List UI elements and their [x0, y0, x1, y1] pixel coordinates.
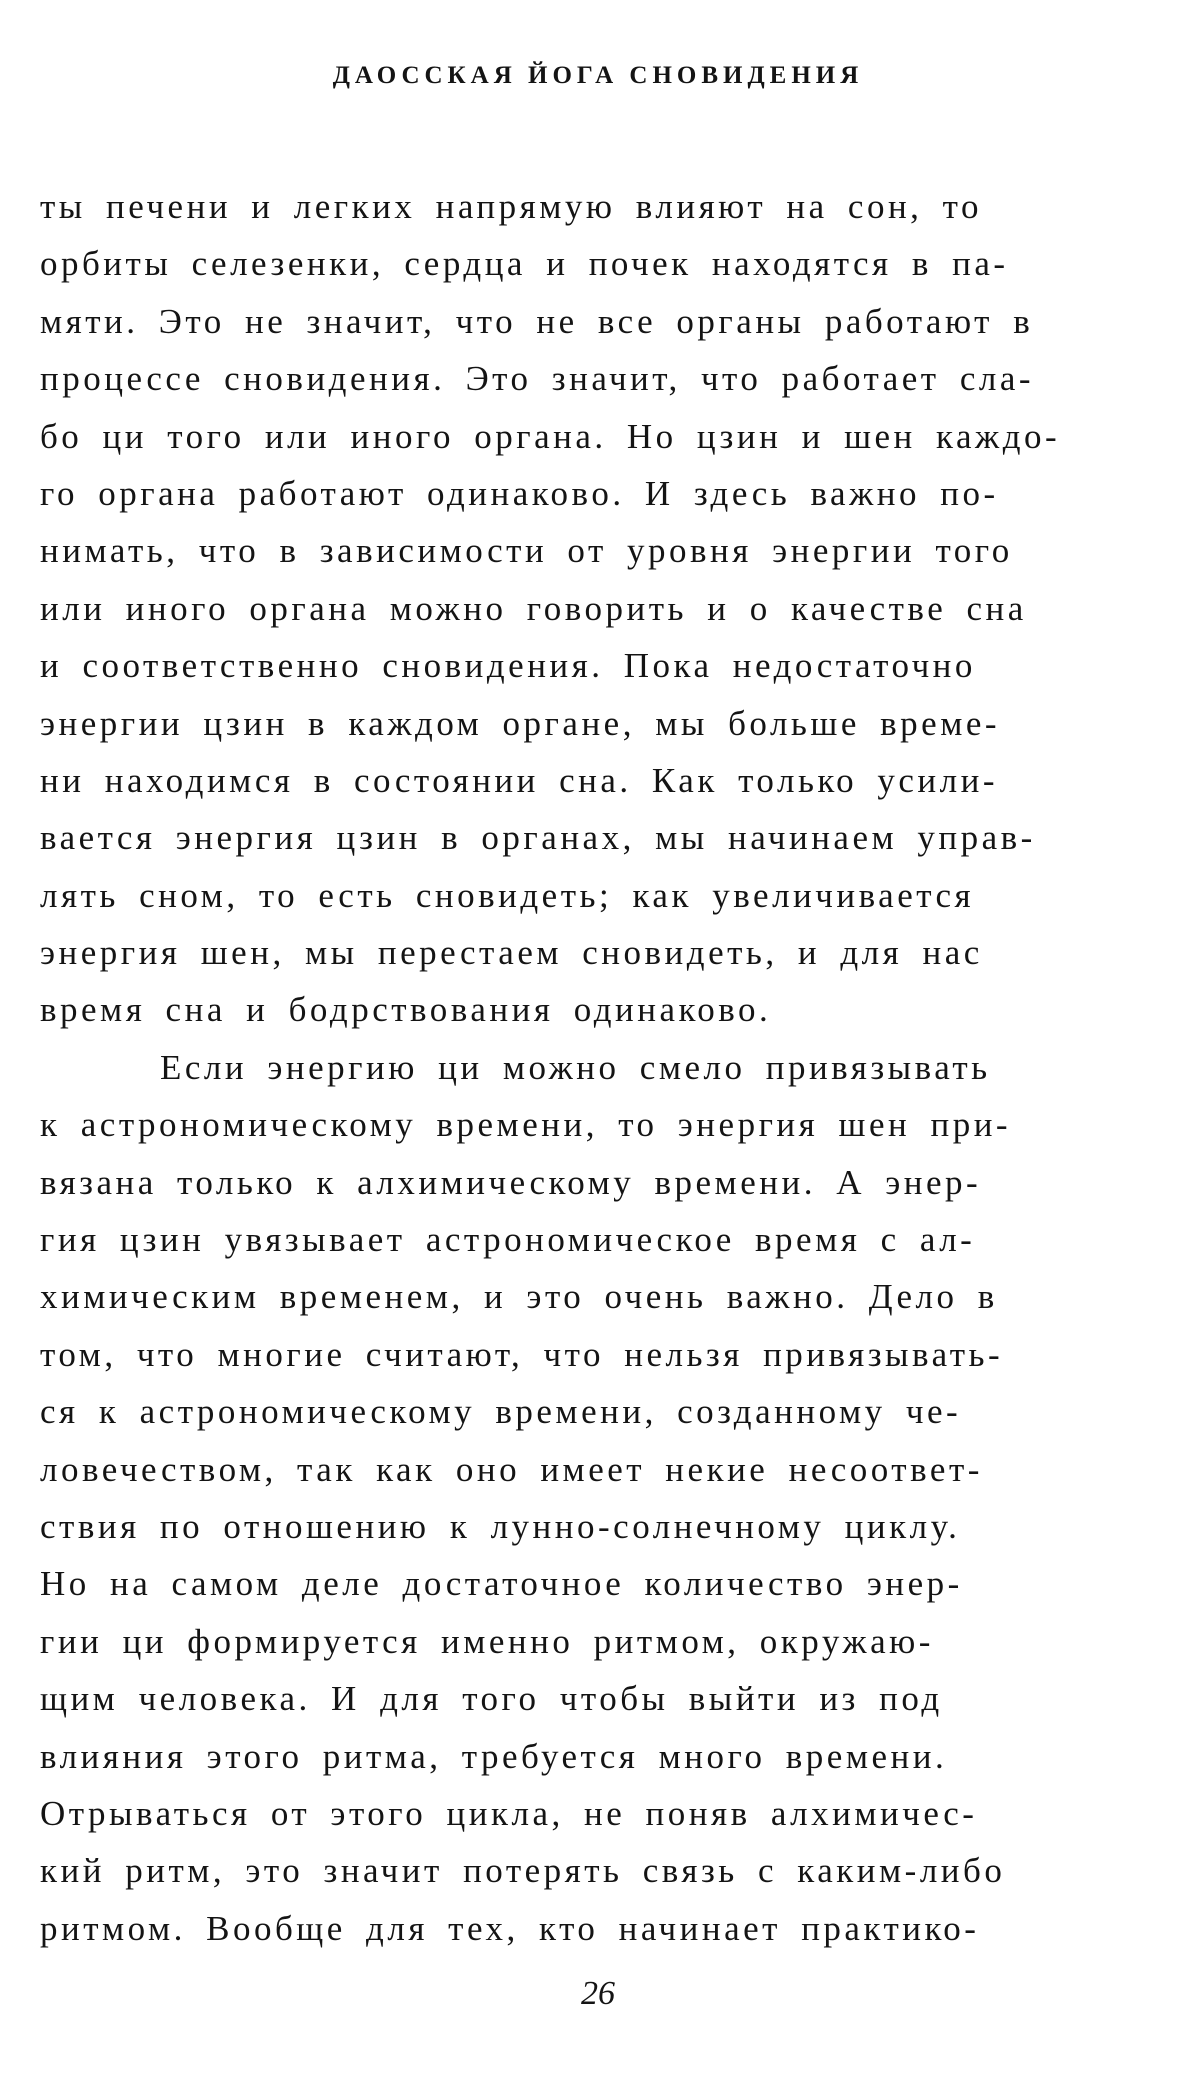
paragraph-first-line: Если энергию ци можно смело привязывать — [160, 1047, 991, 1087]
text-line: химическим временем, и это очень важно. Дело в — [40, 1277, 998, 1317]
text-line: гии ци формируется именно ритмом, окружаю- — [40, 1621, 934, 1661]
text-line: процессе сновидения. Это значит, что работает сла- — [40, 359, 1035, 399]
text-line: ловечеством, так как оно имеет некие несоответ- — [40, 1449, 983, 1489]
text-line: время сна и бодрствования одинаково. — [40, 990, 772, 1030]
text-line: нимать, что в зависимости от уровня энергии того — [40, 531, 1013, 571]
text-line: гия цзин увязывает астрономическое время с ал- — [40, 1220, 976, 1260]
text-line: Отрываться от этого цикла, не поняв алхимичес- — [40, 1793, 978, 1833]
text-line: влияния этого ритма, требуется много времени. — [40, 1736, 948, 1776]
text-line: вязана только к алхимическому времени. А энер- — [40, 1162, 982, 1202]
text-line: том, что многие считают, что нельзя привязывать- — [40, 1334, 1004, 1374]
text-line: ритмом. Вообще для тех, кто начинает практико- — [40, 1908, 980, 1948]
text-line: щим человека. И для того чтобы выйти из под — [40, 1679, 943, 1719]
text-line: бо ци того или иного органа. Но цзин и шен каждо- — [40, 416, 1061, 456]
text-line: Но на самом деле достаточное количество энер- — [40, 1564, 963, 1604]
page-number: 26 — [581, 1975, 615, 2012]
text-line: го органа работают одинаково. И здесь важно по- — [40, 473, 999, 513]
text-line: ствия по отношению к лунно-солнечному циклу. — [40, 1506, 961, 1546]
text-line: ся к астрономическому времени, созданному че- — [40, 1392, 962, 1432]
text-line: кий ритм, это значит потерять связь с каким-либо — [40, 1851, 1006, 1891]
text-line: ни находимся в состоянии сна. Как только усили- — [40, 760, 998, 800]
text-line: лять сном, то есть сновидеть; как увеличивается — [40, 875, 975, 915]
text-line: энергия шен, мы перестаем сновидеть, и для нас — [40, 933, 983, 973]
text-line: ты печени и легких напрямую влияют на сон, то — [40, 187, 983, 226]
body-text — [40, 178, 1166, 1957]
text-line: к астрономическому времени, то энергия шен при- — [40, 1105, 1012, 1145]
text-line: и соответственно сновидения. Пока недостаточно — [40, 646, 976, 686]
text-line: вается энергия цзин в органах, мы начинаем управ- — [40, 818, 1036, 858]
text-line: или иного органа можно говорить и о качестве сна — [40, 588, 1027, 628]
text-line: энергии цзин в каждом органе, мы больше време- — [40, 703, 1001, 743]
running-head: ДАОССКАЯ ЙОГА СНОВИДЕНИЯ — [332, 62, 864, 89]
text-line: орбиты селезенки, сердца и почек находятся в па- — [40, 244, 1009, 284]
text-line: мяти. Это не значит, что не все органы работают в — [40, 301, 1034, 341]
